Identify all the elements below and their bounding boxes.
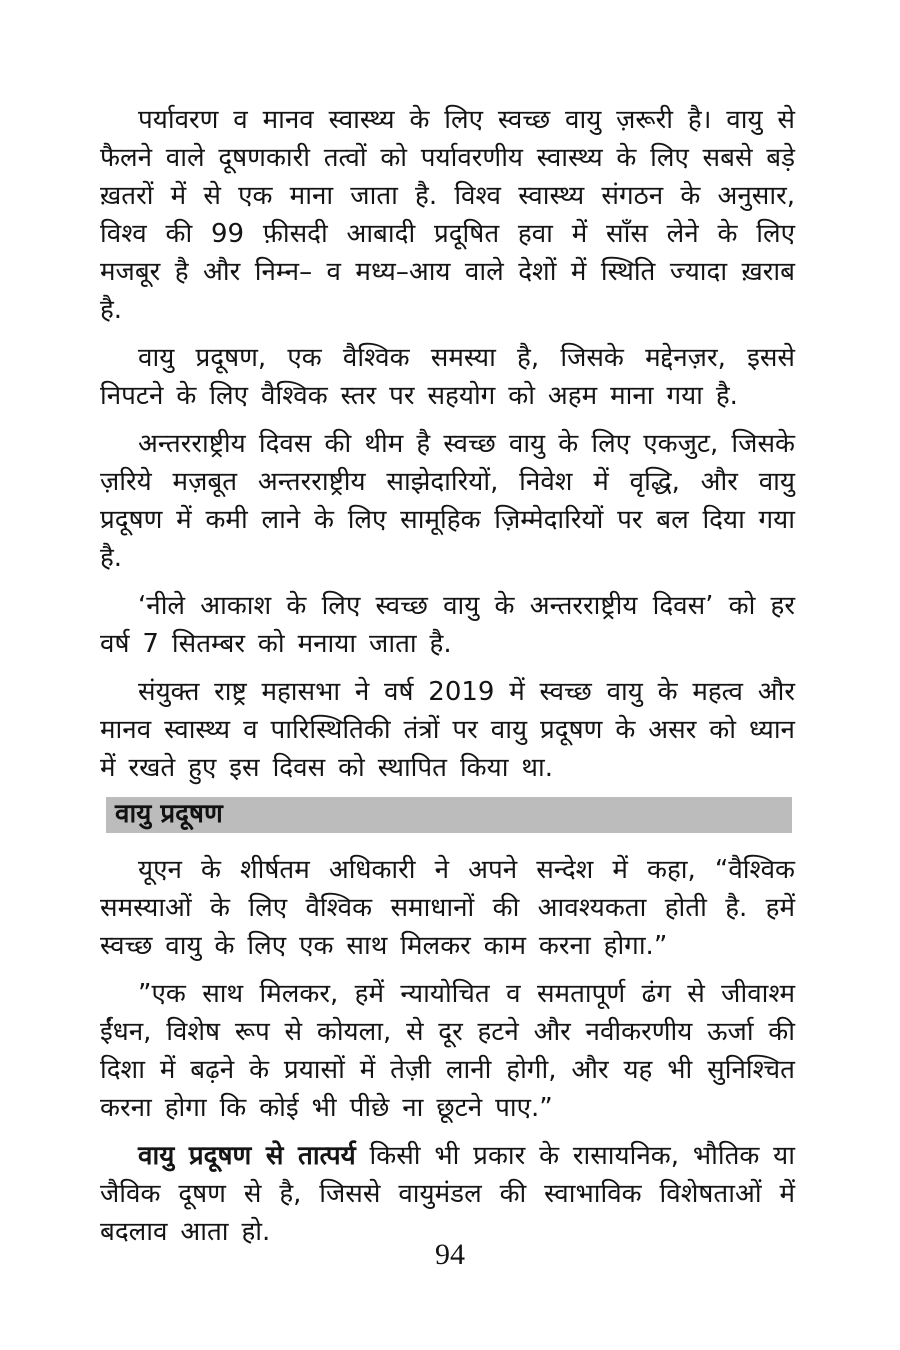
paragraph: वायु प्रदूषण, एक वैश्विक समस्या है, जिसके मद्देनज़र, इससे निपटने के लिए वैश्विक स्तर पर सहयोग को अहम माना गया है. [100,343,795,411]
paragraph: ‘नीले आकाश के लिए स्वच्छ वायु के अन्तरराष्ट्रीय दिवस’ को हर वर्ष 7 सितम्बर को मनाया जाता है. [100,591,795,659]
page-content [100,101,795,1261]
page-number: 94 [435,1238,465,1271]
paragraph: यूएन के शीर्षतम अधिकारी ने अपने सन्देश में कहा, “वैश्विक समस्याओं के लिए वैश्विक समाधानों की आवश्यकता होती है. हमें स्वच्छ वायु के लिए एक साथ मिलकर काम करना होगा.” [100,855,795,961]
paragraph: पर्यावरण व मानव स्वास्थ्य के लिए स्वच्छ वायु ज़रूरी है। वायु से फैलने वाले दूषणकारी तत्वों को पर्यावरणीय स्वास्थ्य के लिए सबसे बड़े ख़तरों में से एक माना जाता है. विश्व स्वास्थ्य संगठन के अनुसार, विश्व की 99 फ़ीसदी आबादी प्रदूषित हवा में साँस लेने के लिए मजबूर है और निम्न– व मध्य–आय वाले देशों में स्थिति ज्यादा ख़राब है. [100,105,795,325]
definition-term: वायु प्रदूषण से तात्पर्य [138,1141,356,1171]
definition-text: किसी भी प्रकार के रासायनिक, भौतिक या जैविक दूषण से है, जिससे वायुमंडल की स्वाभाविक विशेषताओं में बदलाव आता हो. [100,1141,795,1247]
paragraph: ”एक साथ मिलकर, हमें न्यायोचित व समतापूर्ण ढंग से जीवाश्म ईंधन, विशेष रूप से कोयला, से दूर हटने और नवीकरणीय ऊर्जा की दिशा में बढ़ने के प्रयासों में तेज़ी लानी होगी, और यह भी सुनिश्चित करना होगा कि कोई भी पीछे ना छूटने पाए.” [100,979,795,1123]
paragraph: संयुक्त राष्ट्र महासभा ने वर्ष 2019 में स्वच्छ वायु के महत्व और मानव स्वास्थ्य व पारिस्थितिकी तंत्रों पर वायु प्रदूषण के असर को ध्यान में रखते हुए इस दिवस को स्थापित किया था. [100,677,795,783]
section-heading: वायु प्रदूषण [106,797,792,833]
paragraph: अन्तरराष्ट्रीय दिवस की थीम है स्वच्छ वायु के लिए एकजुट, जिसके ज़रिये मज़बूत अन्तरराष्ट्रीय साझेदारियों, निवेश में वृद्धि, और वायु प्रदूषण में कमी लाने के लिए सामूहिक ज़िम्मेदारियों पर बल दिया गया है. [100,429,795,573]
definition-paragraph [100,1137,795,1251]
